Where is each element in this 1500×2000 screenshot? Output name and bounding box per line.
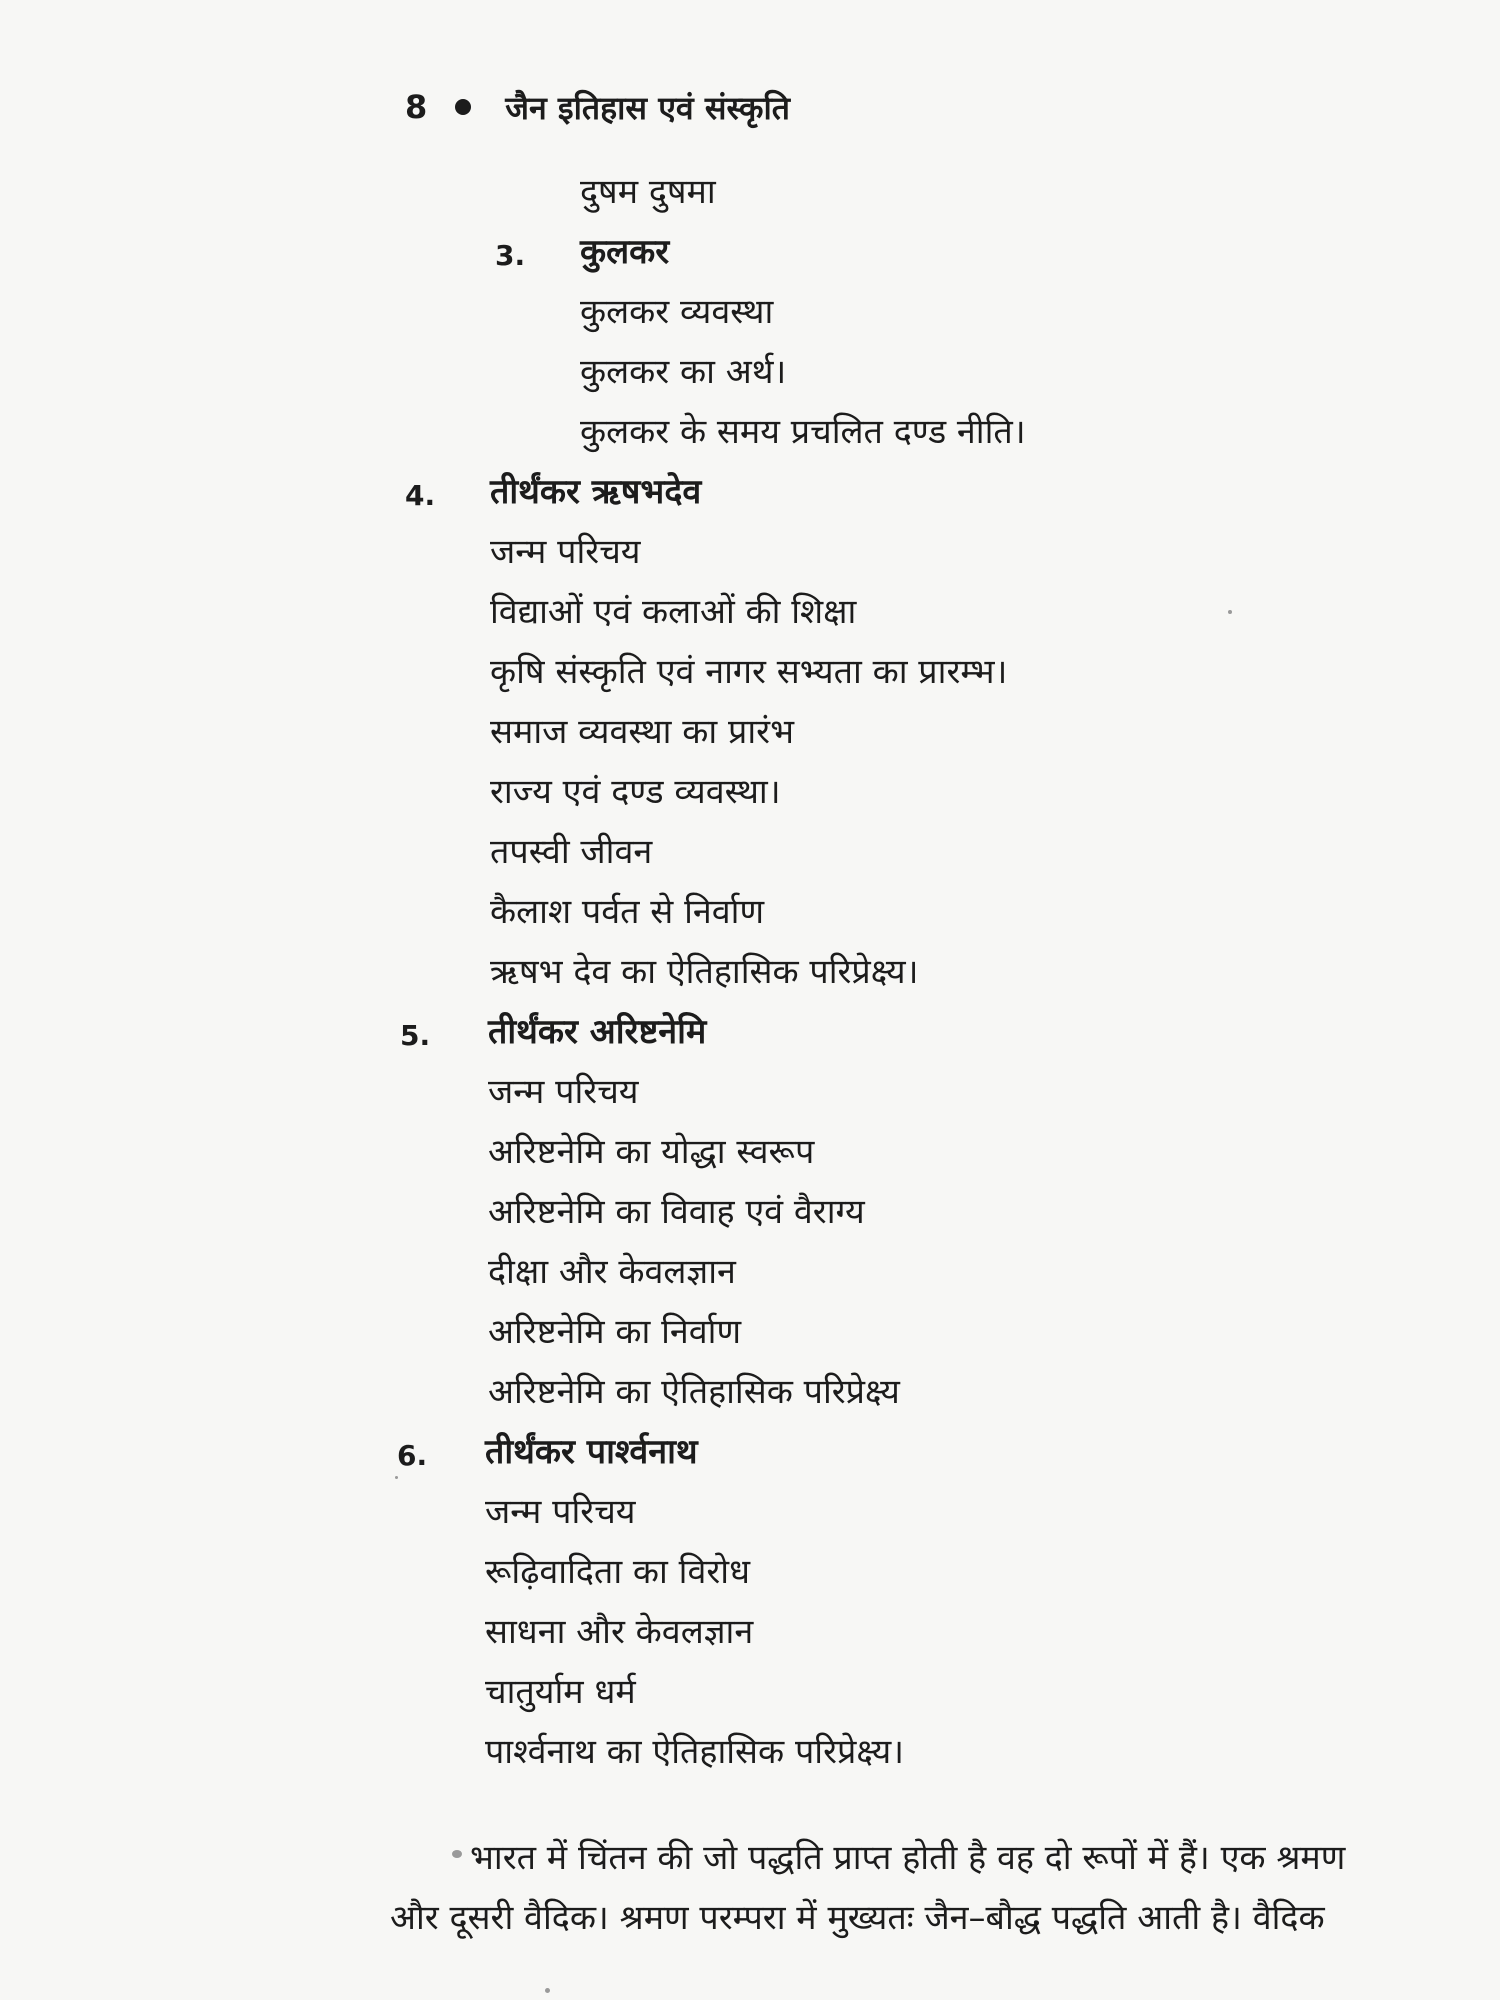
- scan-speck: [1228, 610, 1232, 614]
- section-title: तीर्थंकर पार्श्वनाथ: [485, 1432, 698, 1472]
- list-item: जन्म परिचय: [485, 1492, 636, 1532]
- paragraph-line-2: और दूसरी वैदिक। श्रमण परम्परा में मुख्यतः जैन–बौद्ध पद्धति आती है। वैदिक: [390, 1898, 1325, 1938]
- list-item: समाज व्यवस्था का प्रारंभ: [490, 712, 794, 752]
- list-item: जन्म परिचय: [488, 1072, 639, 1112]
- list-item: रूढ़िवादिता का विरोध: [485, 1552, 750, 1592]
- section-number: 3.: [495, 239, 526, 272]
- list-item: दीक्षा और केवलज्ञान: [488, 1252, 736, 1292]
- list-item: कुलकर का अर्थ।: [580, 352, 787, 392]
- list-item: अरिष्टनेमि का विवाह एवं वैराग्य: [488, 1192, 865, 1232]
- list-item: अरिष्टनेमि का योद्धा स्वरूप: [488, 1132, 815, 1172]
- list-item: कृषि संस्कृति एवं नागर सभ्यता का प्रारम्भ।: [490, 652, 1008, 692]
- list-item: कुलकर व्यवस्था: [580, 292, 774, 332]
- list-item: अरिष्टनेमि का निर्वाण: [488, 1312, 742, 1352]
- list-item: राज्य एवं दण्ड व्यवस्था।: [490, 772, 781, 812]
- list-item: कैलाश पर्वत से निर्वाण: [490, 892, 765, 932]
- section-title: तीर्थंकर ऋषभदेव: [490, 472, 702, 512]
- bullet-icon: [455, 99, 471, 115]
- list-item: ऋषभ देव का ऐतिहासिक परिप्रेक्ष्य।: [490, 952, 919, 992]
- list-item: साधना और केवलज्ञान: [485, 1612, 754, 1652]
- list-item: जन्म परिचय: [490, 532, 641, 572]
- list-item: कुलकर के समय प्रचलित दण्ड नीति।: [580, 412, 1026, 452]
- section-number: 6.: [397, 1439, 428, 1472]
- list-item: पार्श्वनाथ का ऐतिहासिक परिप्रेक्ष्य।: [485, 1732, 905, 1772]
- section-number: 5.: [400, 1019, 431, 1052]
- section-title: तीर्थंकर अरिष्टनेमि: [488, 1012, 707, 1052]
- page-number: 8: [405, 88, 428, 126]
- intro-line: दुषम दुषमा: [580, 172, 716, 212]
- scan-speck: [452, 1850, 462, 1858]
- book-title: जैन इतिहास एवं संस्कृति: [505, 88, 791, 127]
- list-item: अरिष्टनेमि का ऐतिहासिक परिप्रेक्ष्य: [488, 1372, 900, 1412]
- scan-speck: [545, 1988, 550, 1993]
- list-item: चातुर्याम धर्म: [485, 1672, 636, 1712]
- section-number: 4.: [405, 479, 436, 512]
- scan-speck: [395, 1476, 398, 1479]
- page-header: [405, 82, 790, 132]
- list-item: विद्याओं एवं कलाओं की शिक्षा: [490, 592, 857, 632]
- list-item: तपस्वी जीवन: [490, 832, 653, 872]
- paragraph-line-1: भारत में चिंतन की जो पद्धति प्राप्त होती है वह दो रूपों में हैं। एक श्रमण: [470, 1838, 1346, 1878]
- section-title: कुलकर: [580, 232, 670, 272]
